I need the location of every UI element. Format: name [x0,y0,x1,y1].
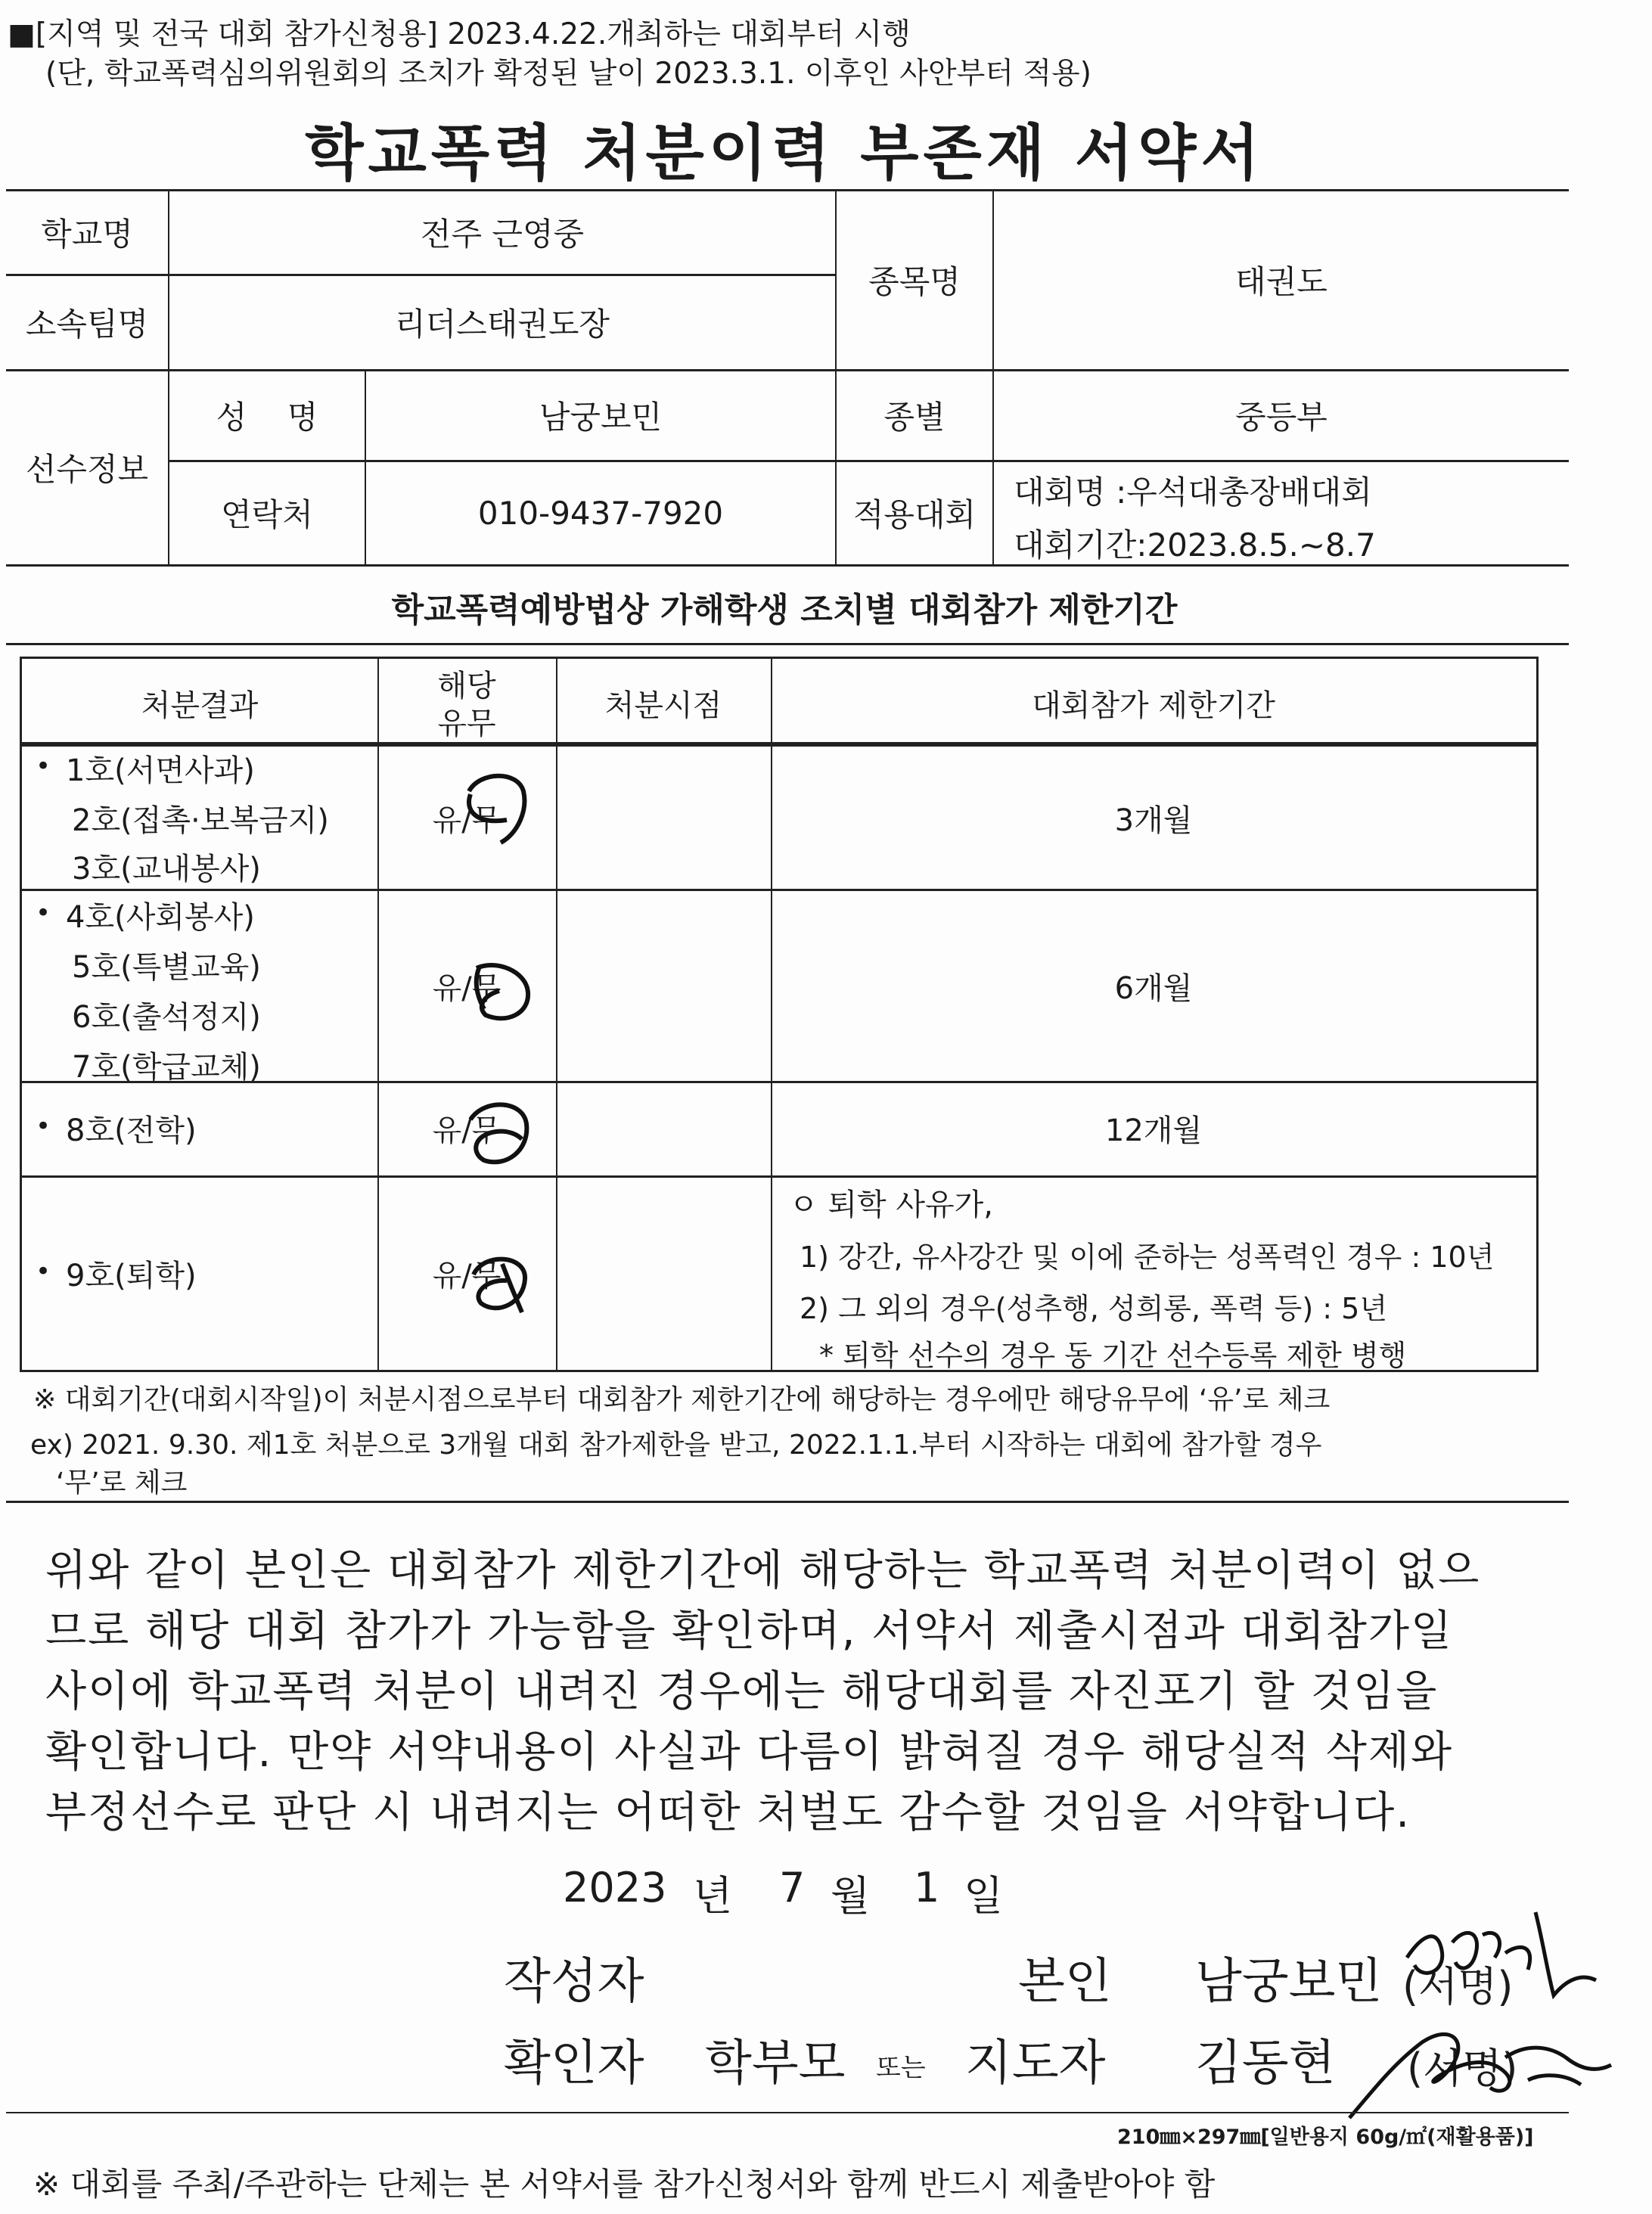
row1-period: 3개월 [1114,803,1193,838]
pledge-line-1: 위와 같이 본인은 대회참가 제한기간에 해당하는 학교폭력 처분이력이 없으 [45,1546,1481,1595]
row3-bullet: • [36,1111,51,1141]
coach-sign-mark: (서명) [1407,2045,1518,2092]
coach-handwritten-signature [1339,2012,1619,2126]
handwritten-circle-mark [454,764,545,847]
date-month-unit: 월 [831,1872,871,1920]
division-value: 중등부 [1235,399,1328,436]
pledge-line-2: 므로 해당 대회 참가가 가능함을 확인하며, 서약서 제출시점과 대회참가일 [45,1607,1454,1656]
contact-label: 연락처 [221,496,313,533]
sport-value: 태권도 [1235,263,1328,300]
date-day-unit: 일 [964,1872,1004,1920]
competition-label: 적용대회 [852,496,977,533]
paper-spec: 210㎜×297㎜[일반용지 60g/㎡(재활용품)] [1117,2126,1534,2149]
competition-name: 대회명 :우석대총장배대회 [1014,474,1372,511]
pledge-line-5: 부정선수로 판단 시 내려지는 어떠한 처벌도 감수할 것임을 서약합니다. [45,1788,1411,1837]
row1-item-2: 2호(접촉·보복금지) [72,803,329,838]
date-year-unit: 년 [693,1872,733,1920]
writer-sign-mark: (서명) [1402,1963,1514,2011]
row1-bullet: • [36,751,51,781]
writer-handwritten-signature [1392,1897,1619,2011]
handwritten-circle-mark [454,1089,545,1172]
school-name-value: 전주 근영중 [420,216,585,253]
restriction-table [20,657,1539,1372]
coach-name: 김동현 [1195,2035,1336,2091]
row2-period: 6개월 [1114,971,1193,1006]
writer-label: 작성자 [504,1954,644,2010]
notice-line-1: ■[지역 및 전국 대회 참가신청용] 2023.4.22.개최하는 대회부터 시행 [8,17,911,51]
pledge-line-3: 사이에 학교폭력 처분이 내려진 경우에는 해당대회를 자진포기 할 것임을 [45,1667,1439,1716]
row4-period-line-2: 1) 강간, 유사강간 및 이에 준하는 성폭력인 경우 : 10년 [800,1241,1495,1274]
pledge-line-4: 확인합니다. 만약 서약내용이 사실과 다름이 밝혀질 경우 해당실적 삭제와 [45,1728,1454,1777]
row1-mark: 유/무 [432,803,502,838]
team-name-label: 소속팀명 [25,306,149,343]
note-2a: ex) 2021. 9.30. 제1호 처분으로 3개월 대회 참가제한을 받고, 2022.1.1.부터 시작하는 대회에 참가할 경우 [30,1430,1322,1461]
row4-mark: 유/무 [432,1259,502,1293]
header-timing: 처분시점 [604,688,722,723]
document-title: 학교폭력 처분이력 부존재 서약서 [305,118,1264,188]
date-year: 2023 [563,1864,667,1911]
restriction-subtitle: 학교폭력예방법상 가해학생 조치별 대회참가 제한기간 [391,591,1178,629]
date-day: 1 [914,1864,940,1911]
date-month: 7 [779,1864,806,1911]
row2-item-2: 5호(특별교육) [72,950,261,985]
row2-item-4: 7호(학급교체) [72,1050,261,1085]
row2-bullet: • [36,898,51,928]
row2-item-3: 6호(출석정지) [72,1000,261,1035]
row4-item-1: 9호(퇴학) [66,1259,197,1293]
subtitle-underline [6,643,1569,645]
header-period: 대회참가 제한기간 [1032,688,1275,723]
footer-note: ※ 대회를 주최/주관하는 단체는 본 서약서를 참가신청서와 함께 반드시 제출받아야 함 [33,2166,1216,2203]
signature-bottom-border [6,2112,1569,2113]
name-label: 성 명 [216,399,318,436]
sport-label: 종목명 [868,263,961,300]
notes-bottom-border [6,1501,1569,1503]
header-result: 처분결과 [141,688,259,723]
handwritten-circle-mark [454,946,545,1029]
row3-item-1: 8호(전학) [66,1113,197,1148]
confirmer-label: 확인자 [504,2035,644,2091]
notice-line-2: (단, 학교폭력심의위원회의 조치가 확정된 날이 2023.3.1. 이후인 사안부터 적용) [45,57,1092,91]
player-info-label: 선수정보 [25,451,149,488]
row3-period: 12개월 [1104,1113,1203,1148]
contact-value: 010-9437-7920 [477,494,724,532]
row4-period-line-3: 2) 그 외의 경우(성추행, 성희롱, 폭력 등) : 5년 [800,1292,1388,1325]
row4-bullet: • [36,1256,51,1287]
self-label: 본인 [1018,1954,1112,2010]
row1-item-3: 3호(교내봉사) [72,852,261,887]
team-name-value: 리더스태권도장 [394,306,610,343]
header-applicable-2: 유무 [437,706,496,741]
row4-period-line-1: ㅇ 퇴학 사유가, [789,1188,993,1222]
writer-name: 남궁보민 [1195,1954,1383,2010]
school-name-label: 학교명 [41,216,133,253]
coach-label: 지도자 [965,2035,1106,2091]
row3-mark: 유/무 [432,1113,502,1148]
or-label: 또는 [876,2053,926,2083]
parent-label: 학부모 [705,2035,846,2091]
row1-item-1: 1호(서면사과) [66,753,255,788]
row2-item-1: 4호(사회봉사) [66,900,255,935]
header-applicable-1: 해당 [437,669,496,703]
note-1: ※ 대회기간(대회시작일)이 처분시점으로부터 대회참가 제한기간에 해당하는 경우에만 해당유무에 ‘유’로 체크 [33,1384,1331,1415]
note-2b: ‘무’로 체크 [56,1467,188,1498]
row4-period-line-4: * 퇴학 선수의 경우 동 기간 선수등록 제한 병행 [819,1339,1407,1372]
name-value: 남궁보민 [539,399,663,436]
row2-mark: 유/무 [432,971,502,1006]
division-label: 종별 [883,399,946,436]
handwritten-circle-mark [454,1237,545,1320]
competition-period: 대회기간:2023.8.5.~8.7 [1014,526,1376,564]
